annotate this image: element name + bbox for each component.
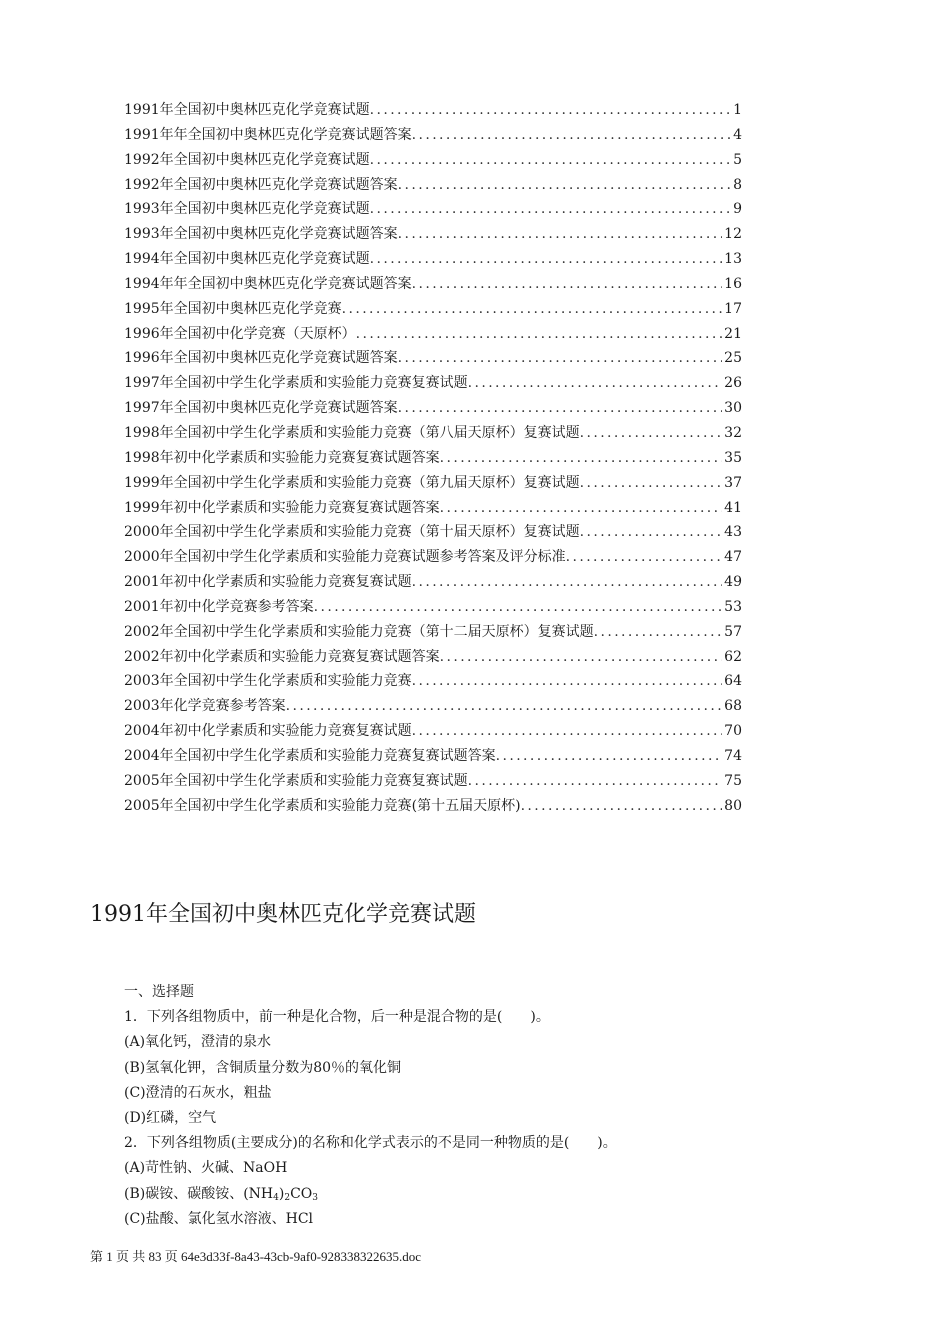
toc-entry-title: 1999年全国初中学生化学素质和实验能力竞赛（第九届天原杯）复赛试题 [124, 474, 580, 491]
toc-dot-leader [580, 471, 723, 496]
toc-entry-title: 2005年全国初中学生化学素质和实验能力竞赛复赛试题 [124, 772, 468, 789]
page-footer: 第 1 页 共 83 页 64e3d33f-8a43-43cb-9af0-928338322635.doc [90, 1249, 422, 1264]
toc-entry[interactable] [124, 197, 742, 222]
toc-dot-leader [440, 496, 723, 521]
toc-dot-leader [370, 148, 731, 173]
toc-entry-page: 4 [733, 126, 742, 143]
toc-entry-page: 30 [724, 400, 742, 417]
toc-entry-page: 75 [724, 772, 742, 789]
question-2-option-a: (A)苛性钠、火碱、NaOH [124, 1160, 288, 1177]
toc-dot-leader [398, 346, 723, 371]
toc-entry[interactable] [124, 297, 742, 322]
toc-entry-title: 1998年初中化学素质和实验能力竞赛复赛试题答案 [124, 449, 440, 466]
toc-entry-title: 1993年全国初中奥林匹克化学竞赛试题答案 [124, 226, 398, 243]
toc-entry[interactable] [124, 247, 742, 272]
toc-entry-page: 21 [724, 325, 742, 342]
question-1-option-a: (A)氧化钙，澄清的泉水 [124, 1034, 272, 1051]
toc-entry[interactable] [124, 570, 742, 595]
toc-entry-title: 2001年初中化学素质和实验能力竞赛复赛试题 [124, 574, 412, 591]
toc-dot-leader [468, 371, 723, 396]
toc-entry-page: 17 [724, 300, 742, 317]
question-2-option-c: (C)盐酸、氯化氢水溶液、HCl [124, 1210, 314, 1227]
question-1-stem: 1．下列各组物质中，前一种是化合物，后一种是混合物的是( )。 [124, 1009, 550, 1026]
toc-entry-page: 62 [724, 648, 742, 665]
toc-entry[interactable] [124, 496, 742, 521]
toc-dot-leader [496, 744, 723, 769]
toc-entry-page: 80 [724, 797, 742, 814]
toc-entry-page: 12 [724, 226, 742, 243]
toc-entry[interactable] [124, 520, 742, 545]
toc-entry-title: 2004年全国初中学生化学素质和实验能力竞赛复赛试题答案 [124, 747, 496, 764]
toc-entry-page: 74 [724, 747, 742, 764]
toc-entry-title: 1991年全国初中奥林匹克化学竞赛试题 [124, 102, 370, 118]
toc-entry-title: 1995年全国初中奥林匹克化学竞赛 [124, 300, 342, 317]
toc-entry-title: 1992年全国初中奥林匹克化学竞赛试题答案 [124, 176, 398, 193]
toc-entry[interactable] [124, 371, 742, 396]
toc-entry[interactable] [124, 322, 742, 347]
toc-entry-page: 26 [724, 375, 742, 392]
toc-entry[interactable] [124, 123, 742, 148]
part-heading: 一、选择题 [124, 984, 194, 1000]
toc-entry-page: 70 [724, 723, 742, 740]
question-1-option-d: (D)红磷，空气 [124, 1109, 217, 1126]
toc-entry-title: 1999年初中化学素质和实验能力竞赛复赛试题答案 [124, 499, 440, 516]
toc-entry[interactable] [124, 396, 742, 421]
toc-entry[interactable] [124, 645, 742, 670]
toc-dot-leader [370, 98, 731, 123]
toc-entry-title: 1994年全国初中奥林匹克化学竞赛试题 [124, 251, 370, 268]
toc-dot-leader [440, 446, 723, 471]
toc-dot-leader [521, 794, 723, 819]
toc-entry[interactable] [124, 148, 742, 173]
toc-dot-leader [314, 595, 723, 620]
toc-entry-title: 2000年全国初中学生化学素质和实验能力竞赛（第十届天原杯）复赛试题 [124, 524, 580, 541]
toc-dot-leader [440, 645, 723, 670]
toc-entry-title: 2004年初中化学素质和实验能力竞赛复赛试题 [124, 723, 412, 740]
toc-entry[interactable] [124, 694, 742, 719]
toc-entry[interactable] [124, 272, 742, 297]
toc-entry-title: 2002年初中化学素质和实验能力竞赛复赛试题答案 [124, 648, 440, 665]
toc-entry-page: 53 [724, 598, 742, 615]
toc-entry-page: 43 [724, 524, 742, 541]
formula-subscript: 4 [273, 1192, 279, 1203]
toc-entry-title: 1994年年全国初中奥林匹克化学竞赛试题答案 [124, 275, 412, 292]
toc-entry-page: 13 [724, 251, 742, 268]
formula-part: (B)碳铵、碳酸铵、(NH [124, 1185, 274, 1202]
formula-subscript: 2 [284, 1192, 291, 1203]
formula-part: CO [290, 1185, 313, 1202]
toc-dot-leader [412, 669, 723, 694]
toc-dot-leader [412, 123, 731, 148]
toc-entry[interactable] [124, 173, 742, 198]
question-2-option-b [124, 1182, 784, 1207]
toc-dot-leader [580, 520, 723, 545]
toc-dot-leader [412, 272, 723, 297]
toc-entry[interactable] [124, 446, 742, 471]
toc-entry[interactable] [124, 669, 742, 694]
toc-entry[interactable] [124, 769, 742, 794]
toc-entry-page: 9 [733, 201, 742, 218]
toc-dot-leader [370, 247, 723, 272]
toc-entry-title: 2003年全国初中学生化学素质和实验能力竞赛 [124, 673, 412, 690]
toc-entry-title: 1993年全国初中奥林匹克化学竞赛试题 [124, 201, 370, 218]
toc-dot-leader [398, 173, 731, 198]
toc-entry-page: 1 [733, 102, 742, 118]
toc-entry[interactable] [124, 545, 742, 570]
question-2-stem: 2．下列各组物质(主要成分)的名称和化学式表示的不是同一种物质的是( )。 [124, 1135, 617, 1152]
toc-dot-leader [342, 297, 723, 322]
toc-dot-leader [412, 570, 723, 595]
toc-dot-leader [412, 719, 723, 744]
toc-entry-page: 37 [724, 474, 742, 491]
toc-entry-title: 1991年年全国初中奥林匹克化学竞赛试题答案 [124, 126, 412, 143]
toc-entry-page: 68 [724, 698, 742, 715]
toc-entry[interactable] [124, 222, 742, 247]
toc-entry-title: 1998年全国初中学生化学素质和实验能力竞赛（第八届天原杯）复赛试题 [124, 424, 580, 441]
question-1-option-c: (C)澄清的石灰水，粗盐 [124, 1084, 272, 1101]
toc-entry-title: 2002年全国初中学生化学素质和实验能力竞赛（第十二届天原杯）复赛试题 [124, 623, 594, 640]
toc-entry-title: 1997年全国初中学生化学素质和实验能力竞赛复赛试题 [124, 375, 468, 392]
toc-entry-page: 32 [724, 424, 742, 441]
toc-entry-title: 2005年全国初中学生化学素质和实验能力竞赛(第十五届天原杯) [124, 797, 521, 814]
question-1-option-b: (B)氢氧化钾，含铜质量分数为80％的氧化铜 [124, 1059, 402, 1076]
toc-entry[interactable] [124, 421, 742, 446]
toc-entry-title: 2003年化学竞赛参考答案 [124, 698, 286, 715]
toc-entry-page: 8 [733, 176, 742, 193]
toc-entry[interactable] [124, 794, 742, 819]
toc-entry[interactable] [124, 595, 742, 620]
question-body [124, 980, 784, 1232]
toc-dot-leader [356, 322, 723, 347]
toc-dot-leader [370, 197, 731, 222]
toc-entry-title: 1997年全国初中奥林匹克化学竞赛试题答案 [124, 400, 398, 417]
toc-entry[interactable] [124, 744, 742, 769]
toc-entry-page: 57 [724, 623, 742, 640]
toc-dot-leader [594, 620, 723, 645]
toc-entry[interactable] [124, 98, 742, 123]
toc-entry-title: 2001年初中化学竞赛参考答案 [124, 598, 314, 615]
toc-entry[interactable] [124, 346, 742, 371]
table-of-contents [124, 98, 742, 818]
toc-entry-page: 64 [724, 673, 742, 690]
formula-subscript: 3 [312, 1192, 319, 1203]
toc-dot-leader [398, 396, 723, 421]
toc-entry-page: 47 [724, 549, 742, 566]
toc-dot-leader [566, 545, 723, 570]
toc-entry[interactable] [124, 620, 742, 645]
toc-entry-page: 16 [724, 275, 742, 292]
toc-dot-leader [580, 421, 723, 446]
toc-entry-page: 25 [724, 350, 742, 367]
toc-entry-page: 49 [724, 574, 742, 591]
toc-entry-page: 5 [733, 151, 742, 168]
toc-entry-title: 1996年全国初中化学竞赛（天原杯） [124, 325, 356, 342]
toc-entry-page: 35 [724, 449, 742, 466]
toc-dot-leader [286, 694, 723, 719]
toc-entry-page: 41 [724, 499, 742, 516]
toc-dot-leader [398, 222, 723, 247]
toc-entry[interactable] [124, 719, 742, 744]
toc-dot-leader [468, 769, 723, 794]
section-title: 1991年全国初中奥林匹克化学竞赛试题 [90, 902, 476, 927]
toc-entry-title: 1992年全国初中奥林匹克化学竞赛试题 [124, 151, 370, 168]
toc-entry-title: 1996年全国初中奥林匹克化学竞赛试题答案 [124, 350, 398, 367]
toc-entry-title: 2000年全国初中学生化学素质和实验能力竞赛试题参考答案及评分标准 [124, 549, 566, 566]
formula-part: ) [278, 1185, 285, 1202]
toc-entry[interactable] [124, 471, 742, 496]
